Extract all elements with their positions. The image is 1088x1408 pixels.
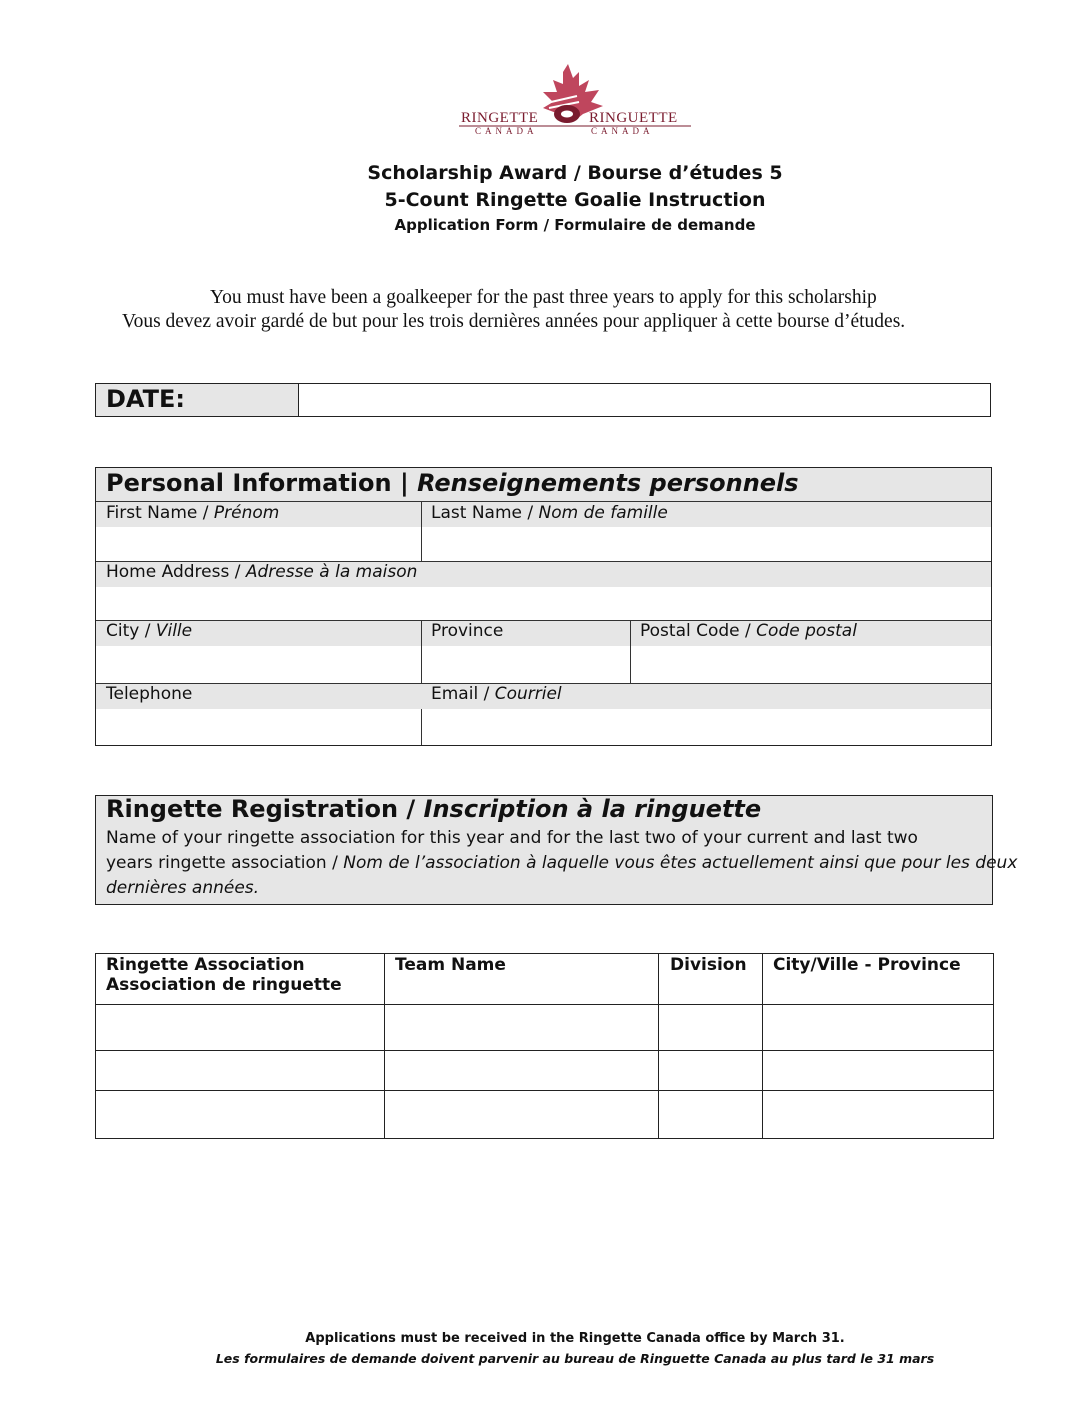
- registration-instructions-line2: years ringette association / Nom de l’association à laquelle vous êtes actuellement ainsi que pour les deux: [106, 853, 1018, 873]
- table-row-1-association-cell[interactable]: [96, 1005, 384, 1050]
- table-row-1-city-cell[interactable]: [763, 1005, 993, 1050]
- registration-instructions-line1: Name of your ringette association for this year and for the last two of your current and last two: [106, 828, 918, 848]
- table-row-1-division-cell[interactable]: [659, 1005, 762, 1050]
- eligibility-notice-en: You must have been a goalkeeper for the past three years to apply for this scholarship: [210, 287, 877, 308]
- column-header-division: Division: [670, 955, 747, 975]
- ringette-canada-logo: [455, 62, 695, 140]
- first-name-label: First Name / Prénom: [106, 503, 280, 523]
- province-field[interactable]: [422, 646, 630, 683]
- last-name-field[interactable]: [422, 527, 991, 561]
- logo-text-ringette: RINGETTE: [461, 110, 539, 126]
- column-header-association: Ringette Association Association de ringuette: [106, 955, 342, 995]
- deadline-notice-fr: Les formulaires de demande doivent parvenir au bureau de Ringuette Canada au plus tard le 31 mars: [215, 1351, 935, 1366]
- logo-subtext-right: CANADA: [591, 126, 654, 136]
- telephone-field[interactable]: [96, 709, 421, 745]
- logo-text-ringuette: RINGUETTE: [589, 110, 678, 126]
- postal-code-label: Postal Code / Code postal: [640, 621, 857, 641]
- table-row-3-association-cell[interactable]: [96, 1091, 384, 1137]
- registration-instructions-line3: dernières années.: [106, 878, 260, 898]
- table-row-1-team-cell[interactable]: [385, 1005, 658, 1050]
- city-field[interactable]: [96, 646, 421, 683]
- table-row-2-association-cell[interactable]: [96, 1051, 384, 1090]
- association-table: [95, 953, 994, 1139]
- personal-information-section: [95, 467, 992, 746]
- table-row-2-division-cell[interactable]: [659, 1051, 762, 1090]
- table-row-3-team-cell[interactable]: [385, 1091, 658, 1137]
- home-address-field[interactable]: [96, 587, 991, 620]
- column-header-city-province: City/Ville - Province: [773, 955, 961, 975]
- home-address-label: Home Address / Adresse à la maison: [106, 562, 418, 582]
- form-title: Scholarship Award / Bourse d’études 5: [367, 162, 783, 184]
- form-type: Application Form / Formulaire de demande: [394, 216, 756, 234]
- email-field[interactable]: [422, 709, 991, 745]
- city-label: City / Ville: [106, 621, 193, 641]
- ringette-registration-section: [95, 795, 1018, 905]
- telephone-label: Telephone: [106, 684, 193, 704]
- postal-code-field[interactable]: [631, 646, 991, 683]
- deadline-notice-en: Applications must be received in the Ringette Canada office by March 31.: [305, 1331, 845, 1346]
- table-row-2-team-cell[interactable]: [385, 1051, 658, 1090]
- form-subtitle: 5-Count Ringette Goalie Instruction: [384, 189, 766, 211]
- column-header-team-name: Team Name: [395, 955, 506, 975]
- date-label: DATE:: [96, 384, 299, 416]
- date-field[interactable]: [299, 384, 990, 416]
- table-row-3-division-cell[interactable]: [659, 1091, 762, 1137]
- province-label: Province: [431, 621, 504, 641]
- logo-subtext-left: CANADA: [475, 126, 538, 136]
- date-row: [95, 383, 991, 417]
- table-row-2-city-cell[interactable]: [763, 1051, 993, 1090]
- table-row-3-city-cell[interactable]: [763, 1091, 993, 1137]
- last-name-label: Last Name / Nom de famille: [431, 503, 668, 523]
- first-name-field[interactable]: [96, 527, 421, 561]
- email-label: Email / Courriel: [431, 684, 562, 704]
- eligibility-notice-fr: Vous devez avoir gardé de but pour les trois dernières années pour appliquer à cette bourse d’études.: [122, 311, 906, 332]
- personal-heading: Personal Information | Renseignements personnels: [106, 469, 799, 497]
- registration-heading: Ringette Registration / Inscription à la ringuette: [106, 795, 762, 823]
